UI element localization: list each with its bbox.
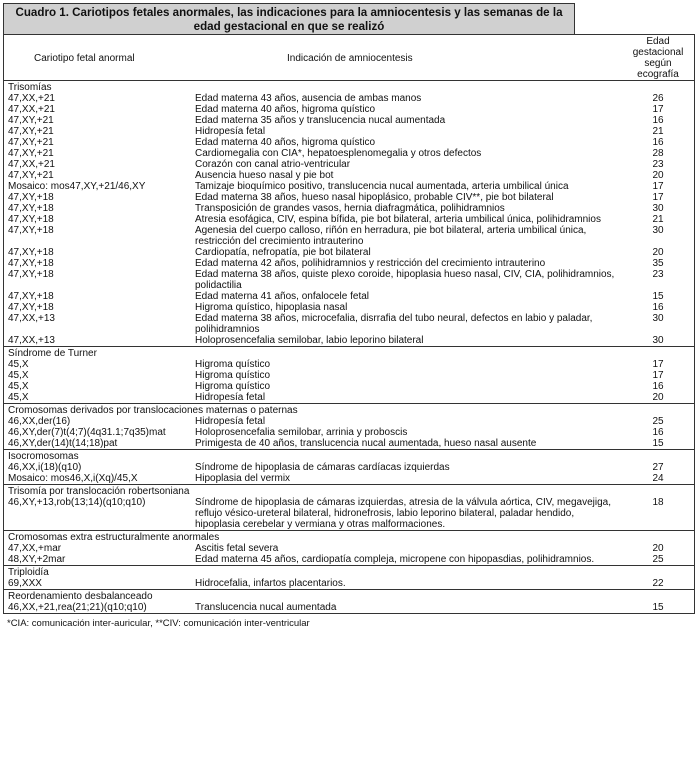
indication-cell: Atresia esofágica, CIV, espina bífida, pie bot bilateral, arteria umbilical única, polihidramnios: [195, 214, 601, 225]
gestational-age-cell: 17: [622, 104, 695, 115]
table-row: [4, 159, 695, 170]
section-label: Cromosomas derivados por translocaciones maternas o paternas: [4, 404, 695, 417]
indication-cell: Hidropesía fetal: [195, 392, 266, 403]
section-label: Trisomías: [4, 81, 695, 94]
section-label: Síndrome de Turner: [4, 347, 695, 360]
indication-cell: Hidropesía fetal: [195, 416, 266, 427]
indication-cell: Holoprosencefalia semilobar, arrinia y proboscis: [195, 427, 408, 438]
gestational-age-cell: 35: [622, 258, 695, 269]
table-row: [4, 416, 695, 427]
indication-cell: Agenesia del cuerpo calloso, riñón en herradura, pie bot bilateral, arteria umbilical única, restricción del crecimiento intrauterino: [195, 225, 587, 247]
table-row: [4, 137, 695, 148]
karyotype-cell: 47,XY,+18: [4, 269, 192, 291]
indication-cell: Ascitis fetal severa: [195, 543, 279, 554]
karyotype-cell: 47,XY,+21: [4, 170, 192, 181]
section-label: Trisomía por translocación robertsoniana: [4, 485, 695, 498]
table-row: [4, 370, 695, 381]
indication-cell: Edad materna 43 años, ausencia de ambas manos: [195, 93, 422, 104]
indication-cell: Edad materna 35 años y translucencia nucal aumentada: [195, 115, 446, 126]
gestational-age-cell: 22: [622, 578, 695, 590]
table-row: [4, 392, 695, 404]
indication-cell: Edad materna 40 años, higroma quístico: [195, 104, 376, 115]
header-karyotype: Cariotipo fetal anormal: [4, 35, 192, 81]
indication-cell: Ausencia hueso nasal y pie bot: [195, 170, 334, 181]
indication-cell: Higroma quístico: [195, 381, 271, 392]
header-gestational-age: Edad gestacional según ecografía: [622, 35, 695, 81]
section-header-row: [4, 566, 695, 579]
karyotype-cell: 47,XX,+21: [4, 159, 192, 170]
header-indication: Indicación de amniocentesis: [191, 35, 622, 81]
gestational-age-cell: 18: [622, 497, 695, 531]
karyotype-cell: Mosaico: mos47,XY,+21/46,XY: [4, 181, 192, 192]
table-row: [4, 313, 695, 335]
karyotype-cell: 47,XY,+21: [4, 126, 192, 137]
table-row: [4, 104, 695, 115]
table-row: [4, 462, 695, 473]
karyotype-cell: 47,XY,+18: [4, 258, 192, 269]
gestational-age-cell: 17: [622, 359, 695, 370]
section-header-row: [4, 404, 695, 417]
table-row: [4, 192, 695, 203]
table-row: [4, 115, 695, 126]
indication-cell: Cardiomegalia con CIA*, hepatoesplenomegalia y otros defectos: [195, 148, 482, 159]
gestational-age-cell: 26: [622, 93, 695, 104]
section-header-row: [4, 531, 695, 544]
gestational-age-cell: 21: [622, 126, 695, 137]
karyotype-cell: 46,XX,der(16): [4, 416, 192, 427]
gestational-age-cell: 23: [622, 159, 695, 170]
karyotype-cell: 47,XY,+18: [4, 291, 192, 302]
table-row: [4, 381, 695, 392]
indication-cell: Edad materna 45 años, cardiopatía compleja, micropene con hipopasdias, polihidramnios.: [195, 554, 595, 565]
table-row: [4, 214, 695, 225]
table-row: [4, 473, 695, 485]
indication-cell: Higroma quístico: [195, 359, 271, 370]
gestational-age-cell: 15: [622, 291, 695, 302]
table-row: [4, 427, 695, 438]
gestational-age-cell: 16: [622, 137, 695, 148]
gestational-age-cell: 17: [622, 192, 695, 203]
gestational-age-cell: 20: [622, 543, 695, 554]
indication-cell: Cardiopatía, nefropatía, pie bot bilateral: [195, 247, 371, 258]
indication-cell: Hidropesía fetal: [195, 126, 266, 137]
table-row: [4, 438, 695, 450]
indication-cell: Edad materna 38 años, quiste plexo coroide, hipoplasia hueso nasal, CIV, CIA, polihidramnios, polidactilia: [195, 269, 615, 291]
gestational-age-cell: 20: [622, 392, 695, 404]
gestational-age-cell: 17: [622, 370, 695, 381]
karyotype-cell: Mosaico: mos46,X,i(Xq)/45,X: [4, 473, 192, 485]
indication-cell: Higroma quístico: [195, 370, 271, 381]
section-header-row: [4, 590, 695, 603]
karyotype-cell: 45,X: [4, 381, 192, 392]
indication-cell: Tamizaje bioquímico positivo, translucencia nucal aumentada, arteria umbilical única: [195, 181, 569, 192]
indication-cell: Edad materna 38 años, microcefalia, disrrafia del tubo neural, defectos en labio y paladar, polihidramnios: [195, 313, 593, 335]
indication-cell: Hipoplasia del vermix: [195, 473, 291, 484]
gestational-age-cell: 16: [622, 427, 695, 438]
table-row: [4, 543, 695, 554]
karyotype-cell: 47,XX,+13: [4, 335, 192, 347]
karyotype-cell: 47,XX,+mar: [4, 543, 192, 554]
gestational-age-cell: 30: [622, 313, 695, 335]
indication-cell: Transposición de grandes vasos, hernia diafragmática, polihidramnios: [195, 203, 505, 214]
karyotype-cell: 47,XY,+18: [4, 225, 192, 247]
section-header-row: [4, 347, 695, 360]
gestational-age-cell: 28: [622, 148, 695, 159]
table-row: [4, 203, 695, 214]
gestational-age-cell: 21: [622, 214, 695, 225]
indication-cell: Síndrome de hipoplasia de cámaras izquierdas, atresia de la válvula aórtica, CIV, megavejiga, reflujo vésico-ureteral bilateral, hidronefrosis, labio leporino bilateral, paladar hendido, hipoplasia cerebelar y vermiana y otras malformaciones.: [195, 497, 611, 530]
indication-cell: Edad materna 40 años, higroma quístico: [195, 137, 376, 148]
gestational-age-cell: 30: [622, 225, 695, 247]
gestational-age-cell: 16: [622, 302, 695, 313]
table-body: [4, 81, 695, 614]
indication-cell: Hidrocefalia, infartos placentarios.: [195, 578, 346, 589]
karyotype-cell: 45,X: [4, 392, 192, 404]
section-label: Reordenamiento desbalanceado: [4, 590, 695, 603]
table-row: [4, 181, 695, 192]
table-row: [4, 554, 695, 566]
indication-cell: Corazón con canal atrio-ventricular: [195, 159, 351, 170]
section-label: Cromosomas extra estructuralmente anormales: [4, 531, 695, 544]
indication-cell: Translucencia nucal aumentada: [191, 602, 622, 614]
indication-cell: Higroma quístico, hipoplasia nasal: [195, 302, 348, 313]
gestational-age-cell: 25: [622, 554, 695, 566]
karyotype-cell: 47,XY,+21: [4, 115, 192, 126]
gestational-age-cell: 20: [622, 170, 695, 181]
indication-cell: Primigesta de 40 años, translucencia nucal aumentada, hueso nasal ausente: [195, 438, 537, 449]
indication-cell: Edad materna 42 años, polihidramnios y restricción del crecimiento intrauterino: [195, 258, 546, 269]
karyotype-cell: 47,XY,+18: [4, 302, 192, 313]
karyotype-cell: 46,XY,der(7)t(4;7)(4q31.1;7q35)mat: [4, 427, 192, 438]
indication-cell: Holoprosencefalia semilobar, labio leporino bilateral: [195, 335, 424, 346]
gestational-age-cell: 24: [622, 473, 695, 485]
gestational-age-cell: 30: [622, 203, 695, 214]
section-header-row: [4, 81, 695, 94]
indication-cell: Edad materna 41 años, onfalocele fetal: [195, 291, 370, 302]
footnote: *CIA: comunicación inter-auricular, **CIV: comunicación inter-ventricular: [7, 618, 310, 629]
indication-cell: Síndrome de hipoplasia de cámaras cardíacas izquierdas: [195, 462, 450, 473]
table-row: [4, 225, 695, 247]
gestational-age-cell: 25: [622, 416, 695, 427]
karyotype-cell: 47,XY,+18: [4, 247, 192, 258]
table-row: [4, 247, 695, 258]
table-title: Cuadro 1. Cariotipos fetales anormales, las indicaciones para la amniocentesis y las semanas de la edad gestacional en que se realizó: [3, 3, 575, 34]
karyotype-cell: 69,XXX: [4, 578, 192, 590]
table-row: [4, 602, 695, 614]
gestational-age-cell: 17: [622, 181, 695, 192]
karyotype-cell: 47,XX,+21: [4, 104, 192, 115]
karyotype-cell: 47,XY,+18: [4, 203, 192, 214]
gestational-age-cell: 15: [622, 438, 695, 450]
gestational-age-cell: 16: [622, 115, 695, 126]
karyotype-cell: 46,XY,der(14)t(14;18)pat: [4, 438, 192, 450]
karyotype-cell: 47,XX,+21: [4, 93, 192, 104]
karyotype-cell: 46,XX,i(18)(q10): [4, 462, 192, 473]
gestational-age-cell: 15: [622, 602, 695, 614]
karyotype-cell: 45,X: [4, 370, 192, 381]
karyotype-cell: 47,XX,+13: [4, 313, 192, 335]
table-row: [4, 258, 695, 269]
section-header-row: [4, 485, 695, 498]
table-row: [4, 170, 695, 181]
karyotype-cell: 47,XY,+18: [4, 214, 192, 225]
table-row: [4, 578, 695, 590]
karyotype-cell: 47,XY,+21: [4, 137, 192, 148]
table-container: [3, 3, 684, 629]
karyotype-cell: 47,XY,+18: [4, 192, 192, 203]
gestational-age-cell: 23: [622, 269, 695, 291]
table-row: [4, 93, 695, 104]
table-row: [4, 335, 695, 347]
header-row: [4, 35, 695, 81]
karyotype-cell: 47,XY,+21: [4, 148, 192, 159]
table-row: [4, 497, 695, 531]
gestational-age-cell: 30: [622, 335, 695, 347]
section-label: Isocromosomas: [4, 450, 695, 463]
karyotype-cell: 48,XY,+2mar: [4, 554, 192, 566]
karyotype-table: [3, 34, 695, 614]
karyotype-cell: 45,X: [4, 359, 192, 370]
table-row: [4, 126, 695, 137]
table-row: [4, 148, 695, 159]
gestational-age-cell: 27: [622, 462, 695, 473]
section-header-row: [4, 450, 695, 463]
table-row: [4, 359, 695, 370]
table-row: [4, 269, 695, 291]
karyotype-cell: 46,XX,+21,rea(21;21)(q10;q10): [4, 602, 192, 614]
karyotype-cell: 46,XY,+13,rob(13;14)(q10;q10): [4, 497, 192, 531]
gestational-age-cell: 20: [622, 247, 695, 258]
table-row: [4, 302, 695, 313]
indication-cell: Edad materna 38 años, hueso nasal hipoplásico, probable CIV**, pie bot bilateral: [195, 192, 554, 203]
gestational-age-cell: 16: [622, 381, 695, 392]
section-label: Triploidía: [4, 566, 695, 579]
table-row: [4, 291, 695, 302]
